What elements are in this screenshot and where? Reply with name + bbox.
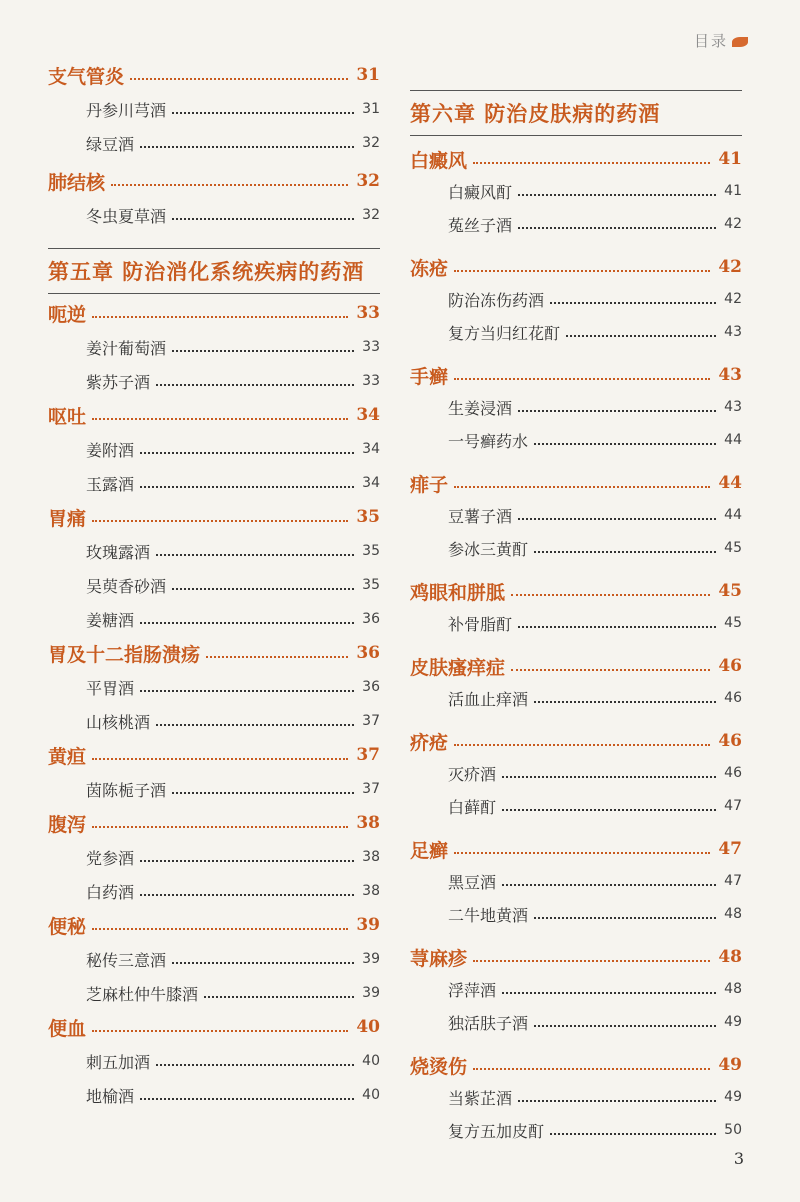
dot-leader <box>92 826 348 828</box>
dot-leader <box>502 809 716 811</box>
entry-page-number: 39 <box>362 985 380 1001</box>
section-title: 肺结核 <box>48 171 106 194</box>
entry-page-number: 42 <box>724 216 742 232</box>
toc-entry[interactable] <box>48 434 380 464</box>
dot-leader <box>534 917 716 919</box>
toc-entry[interactable] <box>410 317 742 347</box>
entry-page-number: 48 <box>724 906 742 922</box>
entry-page-number: 37 <box>362 713 380 729</box>
dot-leader <box>518 227 716 229</box>
section-page-number: 42 <box>718 257 742 277</box>
dot-leader <box>518 410 716 412</box>
section-page-number: 46 <box>718 731 742 751</box>
entry-title: 茵陈栀子酒 <box>86 780 167 800</box>
entry-title: 豆薯子酒 <box>448 506 513 526</box>
dot-leader <box>140 146 354 148</box>
entry-title: 参冰三黄酊 <box>448 539 529 559</box>
dot-leader <box>534 1025 716 1027</box>
dot-leader <box>518 1100 716 1102</box>
toc-section[interactable] <box>48 740 380 770</box>
dot-leader <box>206 656 348 658</box>
entry-title: 白药酒 <box>86 882 135 902</box>
toc-section[interactable] <box>48 1012 380 1042</box>
section-page-number: 47 <box>718 839 742 859</box>
dot-leader <box>534 551 716 553</box>
section-page-number: 34 <box>356 405 380 425</box>
toc-entry[interactable] <box>410 533 742 563</box>
entry-page-number: 46 <box>724 765 742 781</box>
toc-section[interactable] <box>48 166 380 196</box>
chapter-title: 第五章 防治消化系统疾病的药酒 <box>48 259 365 284</box>
toc-entry[interactable] <box>410 899 742 929</box>
dot-leader <box>111 184 348 186</box>
section-title: 胃痛 <box>48 507 87 530</box>
toc-entry[interactable] <box>48 672 380 702</box>
toc-entry[interactable] <box>410 176 742 206</box>
dot-leader <box>156 724 354 726</box>
entry-page-number: 36 <box>362 679 380 695</box>
toc-section[interactable] <box>48 60 380 90</box>
toc-entry[interactable] <box>410 683 742 713</box>
toc-entry[interactable] <box>410 425 742 455</box>
toc-entry[interactable] <box>410 758 742 788</box>
toc-section[interactable] <box>48 808 380 838</box>
dot-leader <box>534 443 716 445</box>
entry-page-number: 32 <box>362 207 380 223</box>
dot-leader <box>156 554 354 556</box>
toc-section[interactable] <box>410 1050 742 1080</box>
dot-leader <box>473 1068 710 1070</box>
dot-leader <box>566 335 716 337</box>
toc-entry[interactable] <box>48 944 380 974</box>
dot-leader <box>172 350 354 352</box>
toc-entry[interactable] <box>48 1080 380 1110</box>
toc-entry[interactable] <box>410 974 742 1004</box>
entry-title: 补骨脂酊 <box>448 614 513 634</box>
section-title: 支气管炎 <box>48 65 125 88</box>
entry-title: 生姜浸酒 <box>448 398 513 418</box>
entry-page-number: 33 <box>362 339 380 355</box>
entry-title: 紫苏子酒 <box>86 372 151 392</box>
entry-page-number: 34 <box>362 475 380 491</box>
toc-entry[interactable] <box>410 209 742 239</box>
toc-entry[interactable] <box>410 791 742 821</box>
toc-entry[interactable] <box>48 842 380 872</box>
section-title: 手癣 <box>410 365 449 388</box>
entry-title: 活血止痒酒 <box>448 689 529 709</box>
leaf-icon <box>732 37 748 47</box>
header-title: 目录 <box>693 32 728 50</box>
section-page-number: 31 <box>356 65 380 85</box>
entry-page-number: 47 <box>724 798 742 814</box>
page-number: 3 <box>733 1149 744 1168</box>
entry-page-number: 36 <box>362 611 380 627</box>
dot-leader <box>473 960 710 962</box>
section-title: 疥疮 <box>410 731 449 754</box>
dot-leader <box>92 928 348 930</box>
dot-leader <box>140 860 354 862</box>
entry-page-number: 44 <box>724 432 742 448</box>
section-title: 皮肤瘙痒症 <box>410 656 506 679</box>
dot-leader <box>172 218 354 220</box>
entry-title: 二牛地黄酒 <box>448 905 529 925</box>
toc-section[interactable] <box>48 298 380 328</box>
dot-leader <box>518 194 716 196</box>
dot-leader <box>454 270 710 272</box>
entry-title: 丹参川芎酒 <box>86 100 167 120</box>
entry-page-number: 45 <box>724 540 742 556</box>
entry-page-number: 31 <box>362 101 380 117</box>
dot-leader <box>454 852 710 854</box>
dot-leader <box>92 316 348 318</box>
entry-page-number: 45 <box>724 615 742 631</box>
section-title: 白癜风 <box>410 149 468 172</box>
dot-leader <box>156 384 354 386</box>
toc-entry[interactable] <box>48 774 380 804</box>
toc-entry[interactable] <box>48 128 380 158</box>
entry-page-number: 39 <box>362 951 380 967</box>
entry-title: 防治冻伤药酒 <box>448 290 545 310</box>
entry-title: 复方当归红花酊 <box>448 323 561 343</box>
entry-title: 白癜风酊 <box>448 182 513 202</box>
toc-section[interactable] <box>410 651 742 681</box>
entry-title: 姜汁葡萄酒 <box>86 338 167 358</box>
section-title: 胃及十二指肠溃疡 <box>48 643 201 666</box>
section-title: 呃逆 <box>48 303 87 326</box>
dot-leader <box>156 1064 354 1066</box>
entry-title: 地榆酒 <box>86 1086 135 1106</box>
toc-entry[interactable] <box>48 332 380 362</box>
dot-leader <box>92 520 348 522</box>
dot-leader <box>511 669 710 671</box>
running-header <box>694 30 748 51</box>
section-title: 便秘 <box>48 915 87 938</box>
entry-title: 党参酒 <box>86 848 135 868</box>
section-page-number: 43 <box>718 365 742 385</box>
section-title: 冻疮 <box>410 257 449 280</box>
entry-title: 复方五加皮酊 <box>448 1121 545 1141</box>
toc-section[interactable] <box>410 726 742 756</box>
section-page-number: 32 <box>356 171 380 191</box>
dot-leader <box>550 1133 716 1135</box>
entry-page-number: 44 <box>724 507 742 523</box>
entry-title: 吴萸香砂酒 <box>86 576 167 596</box>
toc-section[interactable] <box>410 360 742 390</box>
entry-page-number: 32 <box>362 135 380 151</box>
dot-leader <box>172 112 354 114</box>
entry-title: 一号癣药水 <box>448 431 529 451</box>
section-page-number: 48 <box>718 947 742 967</box>
dot-leader <box>172 792 354 794</box>
chapter-title: 第六章 防治皮肤病的药酒 <box>410 101 661 126</box>
dot-leader <box>92 1030 348 1032</box>
entry-title: 秘传三意酒 <box>86 950 167 970</box>
entry-page-number: 48 <box>724 981 742 997</box>
dot-leader <box>454 486 710 488</box>
toc-entry[interactable] <box>410 866 742 896</box>
section-title: 荨麻疹 <box>410 947 468 970</box>
section-title: 呕吐 <box>48 405 87 428</box>
section-page-number: 40 <box>356 1017 380 1037</box>
section-title: 腹泻 <box>48 813 87 836</box>
section-page-number: 44 <box>718 473 742 493</box>
section-page-number: 33 <box>356 303 380 323</box>
entry-title: 黑豆酒 <box>448 872 497 892</box>
toc-section[interactable] <box>410 144 742 174</box>
section-title: 痱子 <box>410 473 449 496</box>
section-page-number: 45 <box>718 581 742 601</box>
entry-title: 冬虫夏草酒 <box>86 206 167 226</box>
dot-leader <box>140 1098 354 1100</box>
dot-leader <box>204 996 354 998</box>
chapter-6-heading[interactable] <box>410 90 742 136</box>
entry-title: 浮萍酒 <box>448 980 497 1000</box>
entry-page-number: 41 <box>724 183 742 199</box>
entry-page-number: 34 <box>362 441 380 457</box>
entry-page-number: 40 <box>362 1087 380 1103</box>
section-page-number: 35 <box>356 507 380 527</box>
section-page-number: 38 <box>356 813 380 833</box>
dot-leader <box>140 622 354 624</box>
section-page-number: 46 <box>718 656 742 676</box>
section-page-number: 49 <box>718 1055 742 1075</box>
toc-entry[interactable] <box>48 536 380 566</box>
entry-page-number: 35 <box>362 577 380 593</box>
chapter-5-heading[interactable] <box>48 248 380 294</box>
toc-section[interactable] <box>410 834 742 864</box>
entry-page-number: 49 <box>724 1014 742 1030</box>
entry-page-number: 40 <box>362 1053 380 1069</box>
toc-entry[interactable] <box>48 94 380 124</box>
toc-entry[interactable] <box>410 608 742 638</box>
dot-leader <box>130 78 348 80</box>
toc-entry[interactable] <box>48 1046 380 1076</box>
entry-title: 玫瑰露酒 <box>86 542 151 562</box>
dot-leader <box>140 452 354 454</box>
entry-title: 芝麻杜仲牛膝酒 <box>86 984 199 1004</box>
toc-section[interactable] <box>410 468 742 498</box>
entry-title: 姜附酒 <box>86 440 135 460</box>
entry-page-number: 43 <box>724 399 742 415</box>
entry-page-number: 38 <box>362 849 380 865</box>
entry-title: 平胃酒 <box>86 678 135 698</box>
dot-leader <box>172 962 354 964</box>
entry-title: 独活肤子酒 <box>448 1013 529 1033</box>
section-page-number: 39 <box>356 915 380 935</box>
entry-page-number: 38 <box>362 883 380 899</box>
section-title: 黄疸 <box>48 745 87 768</box>
entry-title: 白藓酊 <box>448 797 497 817</box>
dot-leader <box>518 626 716 628</box>
entry-page-number: 43 <box>724 324 742 340</box>
dot-leader <box>172 588 354 590</box>
entry-page-number: 49 <box>724 1089 742 1105</box>
toc-section[interactable] <box>410 942 742 972</box>
dot-leader <box>140 690 354 692</box>
entry-page-number: 50 <box>724 1122 742 1138</box>
entry-title: 绿豆酒 <box>86 134 135 154</box>
dot-leader <box>534 701 716 703</box>
toc-section[interactable] <box>48 400 380 430</box>
toc-entry[interactable] <box>48 706 380 736</box>
dot-leader <box>502 776 716 778</box>
entry-title: 山核桃酒 <box>86 712 151 732</box>
entry-title: 玉露酒 <box>86 474 135 494</box>
entry-title: 刺五加酒 <box>86 1052 151 1072</box>
entry-title: 菟丝子酒 <box>448 215 513 235</box>
section-title: 足癣 <box>410 839 449 862</box>
dot-leader <box>473 162 710 164</box>
dot-leader <box>511 594 710 596</box>
dot-leader <box>92 418 348 420</box>
entry-page-number: 46 <box>724 690 742 706</box>
toc-entry[interactable] <box>410 1115 742 1145</box>
toc-section[interactable] <box>410 252 742 282</box>
toc-entry[interactable] <box>410 392 742 422</box>
dot-leader <box>502 992 716 994</box>
entry-title: 当紫芷酒 <box>448 1088 513 1108</box>
section-page-number: 37 <box>356 745 380 765</box>
toc-entry[interactable] <box>410 1007 742 1037</box>
entry-title: 灭疥酒 <box>448 764 497 784</box>
dot-leader <box>518 518 716 520</box>
toc-entry[interactable] <box>410 1082 742 1112</box>
dot-leader <box>140 486 354 488</box>
section-title: 鸡眼和胼胝 <box>410 581 506 604</box>
entry-page-number: 37 <box>362 781 380 797</box>
dot-leader <box>454 378 710 380</box>
dot-leader <box>140 894 354 896</box>
toc-entry[interactable] <box>48 366 380 396</box>
dot-leader <box>502 884 716 886</box>
section-page-number: 36 <box>356 643 380 663</box>
toc-entry[interactable] <box>48 876 380 906</box>
entry-page-number: 47 <box>724 873 742 889</box>
toc-section[interactable] <box>48 910 380 940</box>
section-title: 烧烫伤 <box>410 1055 468 1078</box>
section-page-number: 41 <box>718 149 742 169</box>
dot-leader <box>92 758 348 760</box>
entry-page-number: 35 <box>362 543 380 559</box>
toc-entry[interactable] <box>410 500 742 530</box>
toc-entry[interactable] <box>48 468 380 498</box>
entry-page-number: 33 <box>362 373 380 389</box>
dot-leader <box>550 302 716 304</box>
toc-section[interactable] <box>410 576 742 606</box>
toc-entry[interactable] <box>48 200 380 230</box>
section-title: 便血 <box>48 1017 87 1040</box>
toc-entry[interactable] <box>410 284 742 314</box>
entry-title: 姜糖酒 <box>86 610 135 630</box>
entry-page-number: 42 <box>724 291 742 307</box>
toc-entry[interactable] <box>48 604 380 634</box>
toc-entry[interactable] <box>48 978 380 1008</box>
toc-section[interactable] <box>48 502 380 532</box>
toc-entry[interactable] <box>48 570 380 600</box>
toc-section[interactable] <box>48 638 380 668</box>
dot-leader <box>454 744 710 746</box>
